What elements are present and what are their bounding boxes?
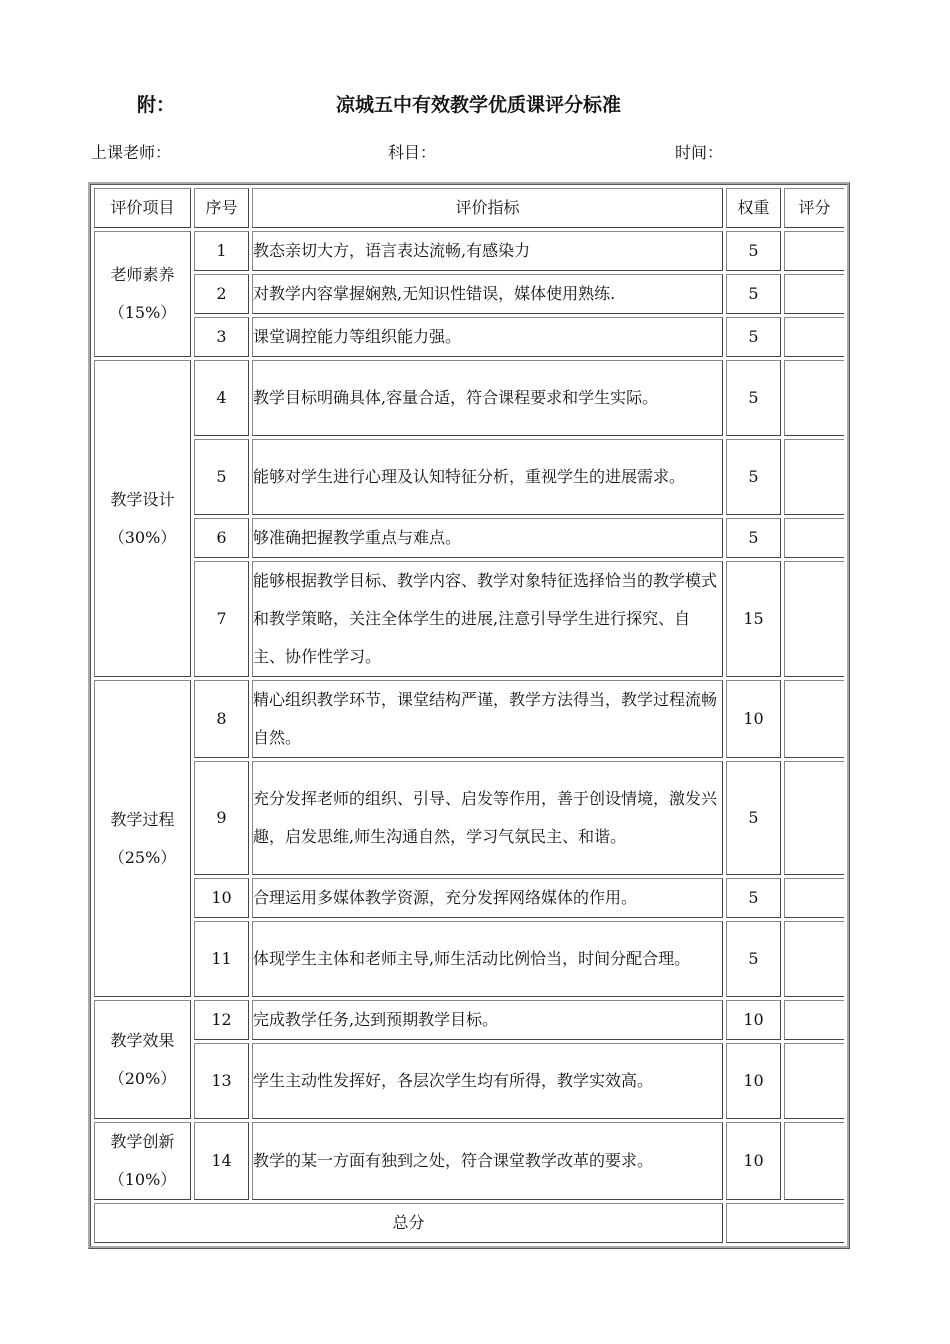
weight-value: 5 <box>726 921 781 997</box>
total-label: 总分 <box>94 1203 723 1243</box>
table-row <box>94 274 844 314</box>
criterion-text: 教学的某一方面有独到之处，符合课堂教学改革的要求。 <box>252 1122 723 1200</box>
row-number: 4 <box>194 360 249 436</box>
table-row <box>94 1122 844 1200</box>
row-number: 7 <box>194 561 249 677</box>
row-number: 2 <box>194 274 249 314</box>
subject-label: 科目： <box>388 143 437 162</box>
row-number: 10 <box>194 878 249 918</box>
weight-value: 10 <box>726 1000 781 1040</box>
weight-value: 5 <box>726 878 781 918</box>
weight-value: 5 <box>726 761 781 875</box>
teacher-label: 上课老师： <box>91 143 172 162</box>
column-header: 序号 <box>194 188 249 228</box>
category-cell <box>94 231 191 357</box>
score-cell[interactable] <box>784 274 844 314</box>
category-weight: （20%） <box>108 1068 177 1088</box>
criterion-text: 合理运用多媒体教学资源，充分发挥网络媒体的作用。 <box>252 878 723 918</box>
criterion-text: 能够根据教学目标、教学内容、教学对象特征选择恰当的教学模式和教学策略，关注全体学生的进展,注意引导学生进行探究、自主、协作性学习。 <box>252 561 723 677</box>
criterion-text: 能够对学生进行心理及认知特征分析，重视学生的进展需求。 <box>252 439 723 515</box>
table-row <box>94 878 844 918</box>
score-cell[interactable] <box>784 1122 844 1200</box>
score-cell[interactable] <box>784 921 844 997</box>
category-cell <box>94 680 191 997</box>
weight-value: 10 <box>726 1122 781 1200</box>
row-number: 6 <box>194 518 249 558</box>
weight-value: 5 <box>726 360 781 436</box>
criterion-text: 教态亲切大方，语言表达流畅,有感染力 <box>252 231 723 271</box>
category-name: 教学过程 <box>110 809 175 829</box>
row-number: 11 <box>194 921 249 997</box>
score-cell[interactable] <box>784 1043 844 1119</box>
category-weight: （25%） <box>108 847 177 867</box>
total-row <box>94 1203 844 1243</box>
criterion-text: 对教学内容掌握娴熟,无知识性错误，媒体使用熟练. <box>252 274 723 314</box>
row-number: 9 <box>194 761 249 875</box>
criterion-text: 充分发挥老师的组织、引导、启发等作用，善于创设情境，激发兴趣，启发思维,师生沟通自然，学习气氛民主、和谐。 <box>252 761 723 875</box>
scoring-table <box>88 182 850 1249</box>
category-name: 老师素养 <box>110 265 175 284</box>
column-header: 评价项目 <box>94 188 191 228</box>
score-cell[interactable] <box>784 231 844 271</box>
criterion-text: 体现学生主体和老师主导,师生活动比例恰当，时间分配合理。 <box>252 921 723 997</box>
table-row <box>94 921 844 997</box>
attachment-label: 附： <box>137 94 176 116</box>
table-row <box>94 761 844 875</box>
table-row <box>94 1043 844 1119</box>
row-number: 13 <box>194 1043 249 1119</box>
row-number: 12 <box>194 1000 249 1040</box>
category-weight: （30%） <box>108 527 177 547</box>
row-number: 14 <box>194 1122 249 1200</box>
score-cell[interactable] <box>784 561 844 677</box>
criterion-text: 课堂调控能力等组织能力强。 <box>252 317 723 357</box>
category-name: 教学创新 <box>110 1132 175 1151</box>
score-cell[interactable] <box>784 761 844 875</box>
header-row <box>94 188 844 228</box>
score-cell[interactable] <box>784 878 844 918</box>
category-name: 教学设计 <box>110 489 175 509</box>
weight-value: 5 <box>726 439 781 515</box>
weight-value: 10 <box>726 680 781 758</box>
category-name: 教学效果 <box>110 1030 175 1050</box>
criterion-text: 精心组织教学环节，课堂结构严谨，教学方法得当，教学过程流畅自然。 <box>252 680 723 758</box>
table-row <box>94 680 844 758</box>
category-weight: （15%） <box>108 303 177 322</box>
page-title: 凉城五中有效教学优质课评分标准 <box>336 94 622 116</box>
row-number: 5 <box>194 439 249 515</box>
category-cell <box>94 360 191 677</box>
weight-value: 10 <box>726 1043 781 1119</box>
score-cell[interactable] <box>784 360 844 436</box>
total-score-cell[interactable] <box>726 1203 844 1243</box>
category-weight: （10%） <box>108 1170 177 1189</box>
column-header: 评分 <box>784 188 844 228</box>
criterion-text: 完成教学任务,达到预期教学目标。 <box>252 1000 723 1040</box>
weight-value: 5 <box>726 518 781 558</box>
weight-value: 5 <box>726 317 781 357</box>
score-cell[interactable] <box>784 680 844 758</box>
table-row <box>94 1000 844 1040</box>
table-row <box>94 360 844 436</box>
score-cell[interactable] <box>784 518 844 558</box>
table-row <box>94 518 844 558</box>
score-cell[interactable] <box>784 439 844 515</box>
weight-value: 15 <box>726 561 781 677</box>
weight-value: 5 <box>726 274 781 314</box>
criterion-text: 够准确把握教学重点与难点。 <box>252 518 723 558</box>
category-cell <box>94 1122 191 1200</box>
category-cell <box>94 1000 191 1119</box>
column-header: 权重 <box>726 188 781 228</box>
row-number: 8 <box>194 680 249 758</box>
table-row <box>94 561 844 677</box>
weight-value: 5 <box>726 231 781 271</box>
table-row <box>94 439 844 515</box>
time-label: 时间： <box>675 143 724 162</box>
row-number: 1 <box>194 231 249 271</box>
column-header: 评价指标 <box>252 188 723 228</box>
table-row <box>94 317 844 357</box>
score-cell[interactable] <box>784 1000 844 1040</box>
row-number: 3 <box>194 317 249 357</box>
criterion-text: 学生主动性发挥好，各层次学生均有所得，教学实效高。 <box>252 1043 723 1119</box>
table-row <box>94 231 844 271</box>
score-cell[interactable] <box>784 317 844 357</box>
criterion-text: 教学目标明确具体,容量合适，符合课程要求和学生实际。 <box>252 360 723 436</box>
